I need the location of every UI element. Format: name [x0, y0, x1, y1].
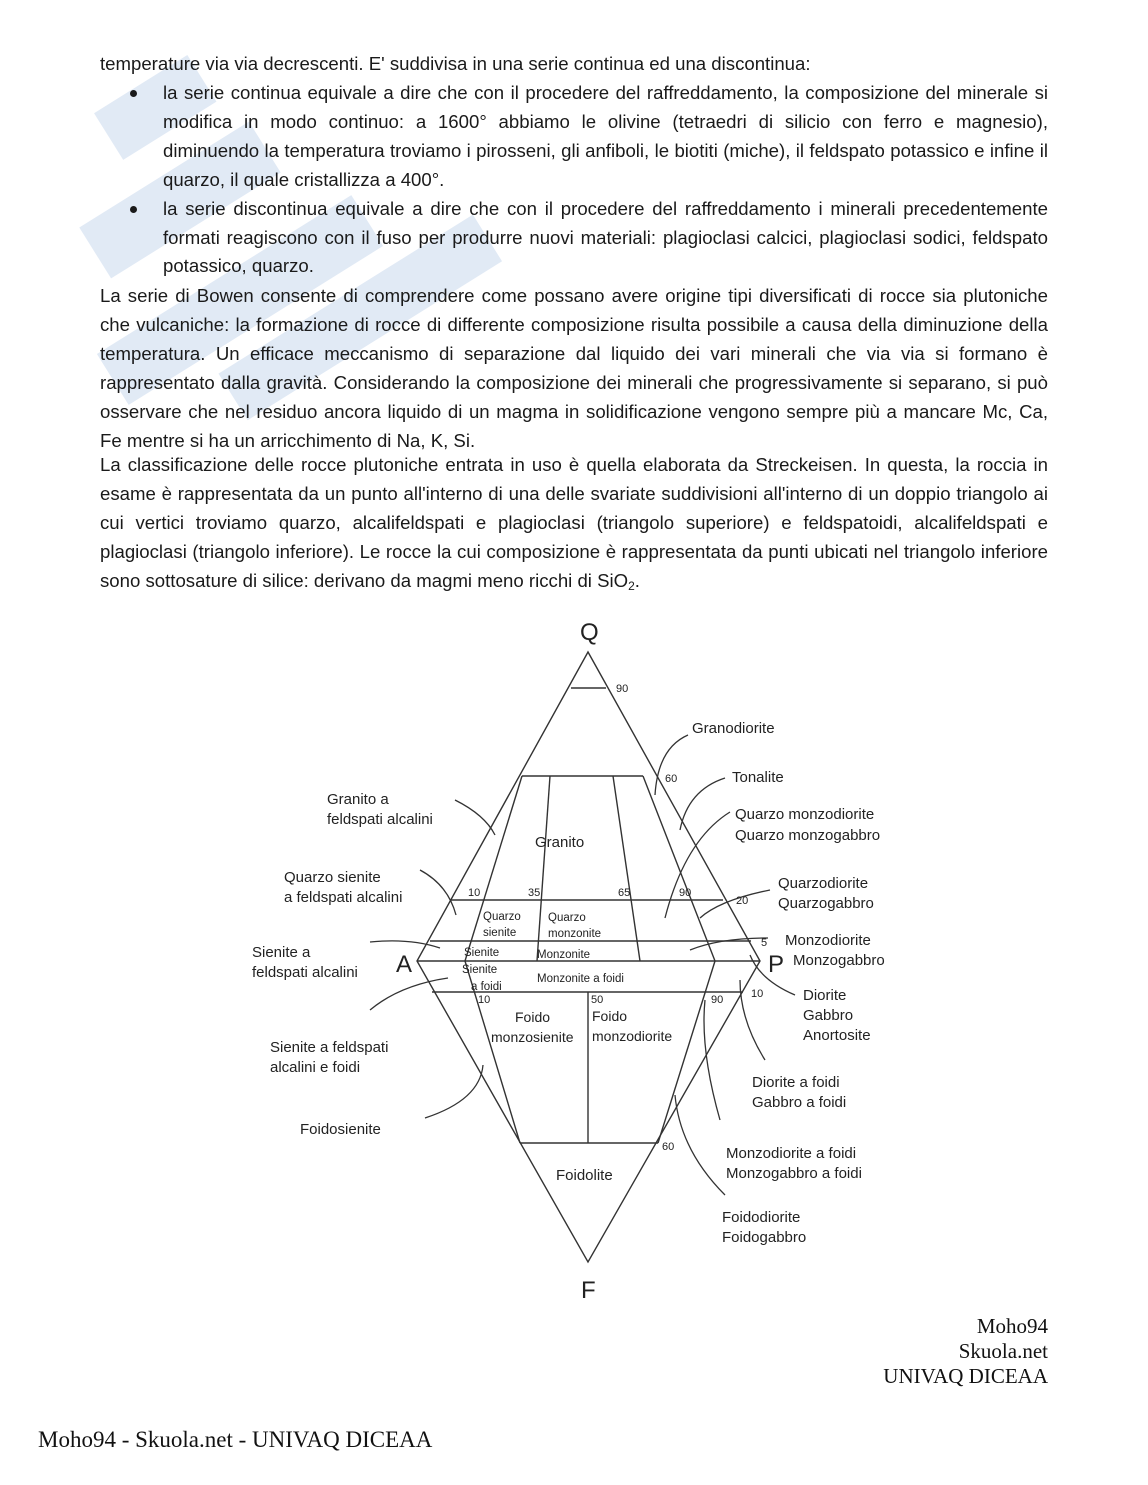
label-diorite-2: Gabbro	[803, 1007, 854, 1024]
tick-label: 5	[761, 937, 768, 949]
streckeisen-text: La classificazione delle rocce plutoniche entrata in uso è quella elaborata da Streckeisen. In questa, la roccia in esame è rappresentata da un punto all'interno di una delle svariate suddivisioni all'interno di un doppio triangolo ai cui vertici troviamo quarzo, alcalifeldspati e plagioclasi (triangolo superiore) e feldspatoidi, alcalifeldspati e plagioclasi (triangolo inferiore). Le rocce la cui composizione è rappresentata da punti ubicati nel triangolo inferiore sono sottosature di silice: derivano da magmi meno ricchi di SiO	[100, 454, 1048, 591]
label-tonalite: Tonalite	[732, 769, 784, 786]
leader-tonalite	[680, 778, 725, 830]
bullet-list	[100, 79, 1048, 281]
label-quarzo-monzodiorite-1: Quarzo monzodiorite	[735, 806, 875, 823]
label-monzodiorite-foidi-2: Monzogabbro a foidi	[726, 1165, 862, 1182]
label-monzodiorite-1: Monzodiorite	[785, 932, 871, 949]
vertex-p: P	[768, 951, 785, 978]
label-granito-alcalini-1: Granito a	[327, 791, 389, 808]
tick-label: 10	[478, 994, 491, 1006]
list-item	[100, 79, 1048, 195]
label-granito-alcalini-2: feldspati alcalini	[327, 811, 433, 828]
signature-block	[883, 1314, 1048, 1389]
field-foido-monzodiorite-2: monzodiorite	[592, 1028, 673, 1044]
label-foidodiorite-1: Foidodiorite	[722, 1209, 801, 1226]
leader-granodiorite	[655, 735, 688, 795]
field-quarzo-monzonite-1: Quarzo	[548, 912, 586, 924]
field-foidolite: Foidolite	[556, 1167, 613, 1184]
label-diorite-foidi-2: Gabbro a foidi	[752, 1094, 847, 1111]
leader-foidosienite	[425, 1065, 483, 1118]
leader-quarzo-monzodiorite	[665, 812, 730, 918]
subscript: 2	[628, 578, 635, 593]
page-footer: Moho94 - Skuola.net - UNIVAQ DICEAA	[38, 1427, 433, 1452]
label-foidodiorite-2: Foidogabbro	[722, 1229, 807, 1246]
field-quarzo-sienite-1: Quarzo	[483, 911, 521, 923]
leader-sienite-alcalini	[370, 941, 440, 948]
label-quarzo-sienite-alcalini-1: Quarzo sienite	[284, 869, 381, 886]
label-sienite-alcalini-foidi-1: Sienite a feldspati	[270, 1039, 389, 1056]
right-labels	[692, 720, 885, 1246]
bullet-icon	[130, 90, 137, 97]
vertex-f: F	[581, 1277, 596, 1304]
field-labels	[462, 834, 675, 1184]
field-granito: Granito	[535, 834, 585, 851]
leader-quarzo-sienite	[420, 870, 456, 915]
tick-label: 90	[679, 887, 692, 899]
signature-institution: UNIVAQ DICEAA	[883, 1364, 1048, 1388]
label-quarzodiorite-1: Quarzodiorite	[778, 875, 869, 892]
label-sienite-alcalini-1: Sienite a	[252, 944, 311, 961]
label-diorite-3: Anortosite	[803, 1027, 871, 1044]
tick-label: 10	[468, 887, 481, 899]
field-sienite: Sienite	[464, 947, 500, 959]
label-sienite-alcalini-2: feldspati alcalini	[252, 964, 358, 981]
tick-label: 20	[736, 895, 749, 907]
field-foido-monzosienite-2: monzosienite	[491, 1029, 574, 1045]
tick-label: 65	[618, 887, 631, 899]
bullet-icon	[130, 206, 137, 213]
field-monzonite: Monzonite	[537, 949, 591, 961]
tick-label: 60	[665, 773, 678, 785]
tick-label: 90	[616, 683, 629, 695]
label-monzodiorite-2: Monzogabbro	[793, 952, 885, 969]
signature-site: Skuola.net	[958, 1339, 1048, 1363]
field-sienite-foidi-1: Sienite	[462, 964, 498, 976]
split-90	[643, 776, 715, 961]
label-sienite-alcalini-foidi-2: alcalini e foidi	[270, 1059, 361, 1076]
label-diorite-1: Diorite	[803, 987, 847, 1004]
tick-label: 90	[711, 994, 724, 1006]
vertex-a: A	[396, 951, 413, 978]
field-sienite-foidi-2: a foidi	[471, 981, 502, 993]
split-65	[613, 776, 640, 961]
list-item	[100, 195, 1048, 282]
tick-label: 60	[662, 1141, 675, 1153]
streckeisen-diagram	[240, 610, 920, 1310]
bullet-text: la serie discontinua equivale a dire che con il procedere del raffreddamento i minerali precedentemente formati reagiscono con il fuso per produrre nuovi materiali: plagioclasi calcici, plagioclasi sodici, feldspato potassico, quarzo.	[163, 197, 1048, 277]
leader-lines	[370, 735, 795, 1195]
label-quarzodiorite-2: Quarzogabbro	[778, 895, 874, 912]
tick-label: 50	[591, 994, 604, 1006]
bullet-text: la serie continua equivale a dire che con il procedere del raffreddamento, la composizione del minerale si modifica in modo continuo: a 1600° abbiamo le olivine (tetraedri di silicio con ferro e magnesio), diminuendo la temperatura troviamo i pirosseni, gli anfiboli, le biotiti (miche), il feldspato potassico e infine il quarzo, il quale cristallizza a 400°.	[163, 82, 1048, 190]
field-foido-monzodiorite-1: Foido	[592, 1008, 628, 1024]
streckeisen-end: .	[634, 569, 640, 591]
leader-monzodiorite-foidi	[704, 1000, 720, 1120]
intro-paragraph: temperature via via decrescenti. E' suddivisa in una serie continua ed una discontinua:	[100, 53, 811, 74]
tick-label: 10	[751, 988, 764, 1000]
signature-author: Moho94	[976, 1314, 1048, 1338]
field-quarzo-sienite-2: sienite	[483, 927, 517, 939]
field-foido-monzosienite-1: Foido	[515, 1009, 551, 1025]
leader-quarzodiorite	[700, 890, 770, 918]
tick-label: 35	[528, 887, 541, 899]
label-quarzo-sienite-alcalini-2: a feldspati alcalini	[284, 889, 403, 906]
streckeisen-paragraph	[100, 451, 1048, 601]
leader-monzodiorite	[690, 938, 768, 950]
field-monzonite-foidi: Monzonite a foidi	[537, 973, 624, 985]
label-diorite-foidi-1: Diorite a foidi	[752, 1074, 840, 1091]
field-quarzo-monzonite-2: monzonite	[548, 928, 602, 940]
label-granodiorite: Granodiorite	[692, 720, 775, 737]
label-quarzo-monzodiorite-2: Quarzo monzogabbro	[735, 827, 881, 844]
label-monzodiorite-foidi-1: Monzodiorite a foidi	[726, 1145, 857, 1162]
label-foidosienite: Foidosienite	[300, 1121, 381, 1138]
bowen-paragraph: La serie di Bowen consente di comprendere come possano avere origine tipi diversificati di rocce sia plutoniche che vulcaniche: la formazione di rocce di differente composizione risulta possibile a causa della diminuzione della temperatura. Un efficace meccanismo di separazione dal liquido dei vari minerali che via via si formano è rappresentato dalla gravità. Considerando la composizione dei minerali che progressivamente si separano, si può osservare che nel residuo ancora liquido di un magma in solidificazione vengono sempre più a mancare Mc, Ca, Fe mentre si ha un arricchimento di Na, K, Si.	[100, 285, 1048, 451]
vertex-q: Q	[580, 619, 599, 646]
